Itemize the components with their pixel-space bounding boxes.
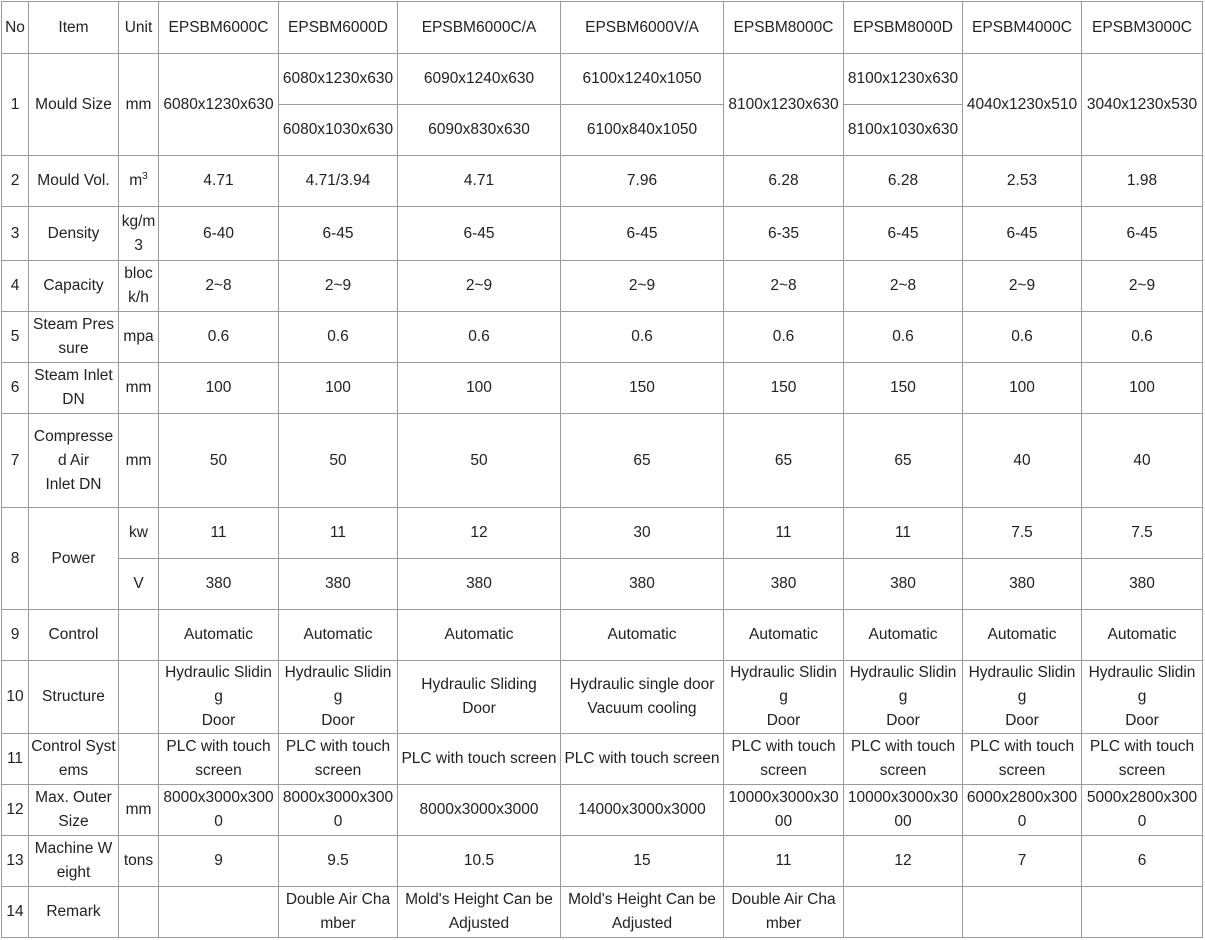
cell-value: 0.6 [963, 312, 1082, 363]
row-item: Steam Inlet DN [29, 363, 119, 414]
cell-value: 30 [561, 508, 724, 559]
cell-value: 6.28 [724, 156, 844, 207]
cell-value [844, 887, 963, 938]
header-item: Item [29, 2, 119, 54]
cell-value: 0.6 [398, 312, 561, 363]
table-row [2, 414, 1203, 508]
row-no: 11 [2, 734, 29, 785]
cell-value: 380 [1082, 559, 1203, 610]
row-unit: mm [119, 414, 159, 508]
cell-value: 2~9 [1082, 261, 1203, 312]
cell-value: 100 [279, 363, 398, 414]
row-unit: kg/m 3 [119, 207, 159, 261]
spec-table [1, 1, 1203, 938]
row-unit [119, 734, 159, 785]
cell-value: 150 [844, 363, 963, 414]
cell-value: Hydraulic Slidin g Door [1082, 661, 1203, 734]
cell-value: 7.96 [561, 156, 724, 207]
cell-value: 6080x1230x630 [159, 54, 279, 156]
cell-value: 6100x840x1050 [561, 105, 724, 156]
cell-value: 8100x1230x630 [724, 54, 844, 156]
cell-value: 380 [963, 559, 1082, 610]
cell-value [963, 887, 1082, 938]
table-row [2, 207, 1203, 261]
row-no: 4 [2, 261, 29, 312]
row-item: Control Syst ems [29, 734, 119, 785]
row-no: 5 [2, 312, 29, 363]
cell-value: 7.5 [963, 508, 1082, 559]
cell-value: 9.5 [279, 836, 398, 887]
cell-value: Mold's Height Can be Adjusted [398, 887, 561, 938]
row-unit: mm [119, 363, 159, 414]
cell-value: 100 [398, 363, 561, 414]
cell-value: PLC with touch screen [561, 734, 724, 785]
cell-value [1082, 887, 1203, 938]
header-model: EPSBM6000C/A [398, 2, 561, 54]
cell-value: 65 [561, 414, 724, 508]
row-item: Capacity [29, 261, 119, 312]
row-unit: mm [119, 785, 159, 836]
cell-value: 6090x1240x630 [398, 54, 561, 105]
cell-value: 5000x2800x300 0 [1082, 785, 1203, 836]
cell-value: 8000x3000x300 0 [159, 785, 279, 836]
row-item: Max. Outer Size [29, 785, 119, 836]
row-unit [119, 610, 159, 661]
table-row [2, 312, 1203, 363]
cell-value: 2~8 [724, 261, 844, 312]
row-no: 7 [2, 414, 29, 508]
cell-value: PLC with touch screen [398, 734, 561, 785]
table-row [2, 610, 1203, 661]
table-row [2, 156, 1203, 207]
cell-value: 8100x1030x630 [844, 105, 963, 156]
cell-value: 2~9 [561, 261, 724, 312]
cell-value: 380 [398, 559, 561, 610]
cell-value: 6080x1230x630 [279, 54, 398, 105]
cell-value: Hydraulic Sliding Door [398, 661, 561, 734]
table-row [2, 508, 1203, 559]
cell-value: Automatic [398, 610, 561, 661]
cell-value: PLC with touch screen [1082, 734, 1203, 785]
row-item: Compresse d Air Inlet DN [29, 414, 119, 508]
cell-value: 6.28 [844, 156, 963, 207]
cell-value: Double Air Cha mber [279, 887, 398, 938]
header-model: EPSBM8000C [724, 2, 844, 54]
cell-value: 8100x1230x630 [844, 54, 963, 105]
row-unit: V [119, 559, 159, 610]
cell-value: Automatic [844, 610, 963, 661]
cell-value: 6-45 [561, 207, 724, 261]
row-unit: tons [119, 836, 159, 887]
row-unit: kw [119, 508, 159, 559]
row-unit: mpa [119, 312, 159, 363]
header-row [2, 2, 1203, 54]
cell-value: 11 [724, 508, 844, 559]
cell-value [159, 887, 279, 938]
table-row [2, 363, 1203, 414]
table-row [2, 887, 1203, 938]
cell-value: 65 [724, 414, 844, 508]
row-item: Structure [29, 661, 119, 734]
cell-value: PLC with touch screen [844, 734, 963, 785]
cell-value: Automatic [279, 610, 398, 661]
table-row [2, 734, 1203, 785]
cell-value: 50 [398, 414, 561, 508]
cell-value: Automatic [159, 610, 279, 661]
cell-value: 12 [844, 836, 963, 887]
cell-value: 380 [561, 559, 724, 610]
row-unit [119, 156, 159, 207]
cell-value: 380 [724, 559, 844, 610]
cell-value: Hydraulic Slidin g Door [159, 661, 279, 734]
cell-value: Mold's Height Can be Adjusted [561, 887, 724, 938]
row-unit: mm [119, 54, 159, 156]
cell-value: 7.5 [1082, 508, 1203, 559]
cell-value: Automatic [561, 610, 724, 661]
table-row [2, 54, 1203, 105]
row-no: 3 [2, 207, 29, 261]
cell-value: 9 [159, 836, 279, 887]
cell-value: 10.5 [398, 836, 561, 887]
row-item: Mould Vol. [29, 156, 119, 207]
cell-value: 150 [561, 363, 724, 414]
cell-value: 65 [844, 414, 963, 508]
row-unit: bloc k/h [119, 261, 159, 312]
cell-value: 6-35 [724, 207, 844, 261]
cell-value: Hydraulic Slidin g Door [844, 661, 963, 734]
cell-value: 150 [724, 363, 844, 414]
cell-value: 2~9 [963, 261, 1082, 312]
header-model: EPSBM8000D [844, 2, 963, 54]
cell-value: 6080x1030x630 [279, 105, 398, 156]
row-no: 9 [2, 610, 29, 661]
cell-value: 11 [279, 508, 398, 559]
row-no: 14 [2, 887, 29, 938]
cell-value: 380 [159, 559, 279, 610]
cell-value: 0.6 [159, 312, 279, 363]
row-unit [119, 887, 159, 938]
cell-value: 0.6 [561, 312, 724, 363]
table-row [2, 661, 1203, 734]
row-no: 2 [2, 156, 29, 207]
table-row [2, 836, 1203, 887]
cell-value: 6-45 [963, 207, 1082, 261]
cell-value: 0.6 [844, 312, 963, 363]
table-row [2, 261, 1203, 312]
cell-value: Hydraulic single door Vacuum cooling [561, 661, 724, 734]
cell-value: 6 [1082, 836, 1203, 887]
header-model: EPSBM4000C [963, 2, 1082, 54]
table-row [2, 559, 1203, 610]
header-model: EPSBM6000V/A [561, 2, 724, 54]
cell-value: PLC with touch screen [724, 734, 844, 785]
cell-value: 2~8 [159, 261, 279, 312]
cell-value: 6-45 [279, 207, 398, 261]
cell-value: Automatic [724, 610, 844, 661]
cell-value: 0.6 [1082, 312, 1203, 363]
cell-value: Double Air Cha mber [724, 887, 844, 938]
cell-value: 0.6 [279, 312, 398, 363]
cell-value: Automatic [1082, 610, 1203, 661]
cell-value: 6-45 [1082, 207, 1203, 261]
row-no: 10 [2, 661, 29, 734]
cell-value: 11 [724, 836, 844, 887]
header-unit: Unit [119, 2, 159, 54]
cell-value: Automatic [963, 610, 1082, 661]
cell-value: 380 [279, 559, 398, 610]
cell-value: 6000x2800x300 0 [963, 785, 1082, 836]
row-item: Remark [29, 887, 119, 938]
cell-value: 6090x830x630 [398, 105, 561, 156]
cell-value: 6-45 [844, 207, 963, 261]
header-model: EPSBM6000D [279, 2, 398, 54]
cell-value: 11 [159, 508, 279, 559]
cell-value: PLC with touch screen [963, 734, 1082, 785]
row-no: 1 [2, 54, 29, 156]
row-no: 6 [2, 363, 29, 414]
cell-value: PLC with touch screen [279, 734, 398, 785]
row-unit [119, 661, 159, 734]
cell-value: 40 [963, 414, 1082, 508]
cell-value: 50 [159, 414, 279, 508]
cell-value: 14000x3000x3000 [561, 785, 724, 836]
cell-value: 4.71 [159, 156, 279, 207]
header-model: EPSBM3000C [1082, 2, 1203, 54]
header-no: No [2, 2, 29, 54]
cell-value: 12 [398, 508, 561, 559]
cell-value: 380 [844, 559, 963, 610]
cell-value: 11 [844, 508, 963, 559]
row-item: Machine W eight [29, 836, 119, 887]
cell-value: 6100x1240x1050 [561, 54, 724, 105]
cell-value: 7 [963, 836, 1082, 887]
row-item: Density [29, 207, 119, 261]
cell-value: 40 [1082, 414, 1203, 508]
cell-value: 8000x3000x3000 [398, 785, 561, 836]
unit-base: m [129, 172, 143, 189]
cell-value: 100 [1082, 363, 1203, 414]
cell-value: 2~8 [844, 261, 963, 312]
row-item: Power [29, 508, 119, 610]
row-no: 13 [2, 836, 29, 887]
cell-value: 15 [561, 836, 724, 887]
table-row [2, 785, 1203, 836]
cell-value: 100 [159, 363, 279, 414]
cell-value: 50 [279, 414, 398, 508]
cell-value: 4.71 [398, 156, 561, 207]
cell-value: 100 [963, 363, 1082, 414]
cell-value: 8000x3000x300 0 [279, 785, 398, 836]
row-item: Steam Pres sure [29, 312, 119, 363]
cell-value: 6-45 [398, 207, 561, 261]
cell-value: 2~9 [398, 261, 561, 312]
cell-value: 6-40 [159, 207, 279, 261]
cell-value: 2.53 [963, 156, 1082, 207]
cell-value: PLC with touch screen [159, 734, 279, 785]
row-no: 12 [2, 785, 29, 836]
cell-value: 0.6 [724, 312, 844, 363]
cell-value: 1.98 [1082, 156, 1203, 207]
cell-value: 2~9 [279, 261, 398, 312]
cell-value: 4040x1230x510 [963, 54, 1082, 156]
cell-value: 4.71/3.94 [279, 156, 398, 207]
cell-value: Hydraulic Slidin g Door [963, 661, 1082, 734]
cell-value: 3040x1230x530 [1082, 54, 1203, 156]
cell-value: 10000x3000x30 00 [844, 785, 963, 836]
cell-value: 10000x3000x30 00 [724, 785, 844, 836]
unit-superscript: 3 [142, 170, 148, 182]
row-no: 8 [2, 508, 29, 610]
row-item: Mould Size [29, 54, 119, 156]
header-model: EPSBM6000C [159, 2, 279, 54]
row-item: Control [29, 610, 119, 661]
cell-value: Hydraulic Slidin g Door [279, 661, 398, 734]
cell-value: Hydraulic Slidin g Door [724, 661, 844, 734]
